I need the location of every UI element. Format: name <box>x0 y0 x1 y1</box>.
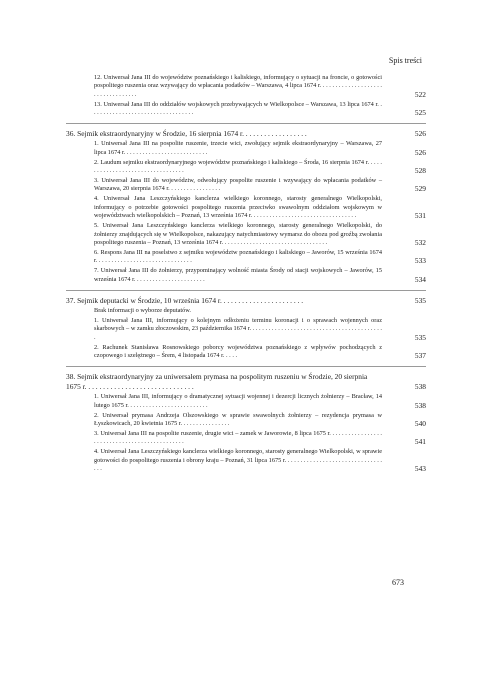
toc-entry-text: 2. Uniwersał prymasa Andrzeja Olszowskiego w sprawie swawolnych żołnierzy – rezydencja prymasa w Łyszkowicach, 20 kwietnia 1675 r. . . . . . . . . . . . . . . . <box>94 411 382 427</box>
toc-page-number: 537 <box>414 351 426 361</box>
toc-page-number: 522 <box>414 89 426 99</box>
toc-entry-text: 4. Uniwersał Jana Leszczyńskiego kanclerza wielkiego koronnego, starosty generalnego Wielkopolski, w sprawie gotowości do pospolitego ruszenia i obrony kraju – Poznań, 31 lipca 1675 r. . . . . . . . . . . . . . . . . . . . . . . . . . . . . . . . . . <box>94 448 382 473</box>
toc-entry-text: 6. Respons Jana III na poselstwo z sejmiku województw poznańskiego i kaliskiego – Jaworów, 15 września 1674 r. . . . . . . . . . . . . . . . . . . . . . . . . . . . . . . <box>94 249 382 265</box>
running-head: Spis treści <box>388 56 422 65</box>
toc-page-number: 531 <box>414 211 426 221</box>
section-page-number: 535 <box>414 295 426 305</box>
toc-entry-text: 13. Uniwersał Jana III do oddziałów wojskowych przebywających w Wielkopolsce – Warszawa, 13 lipca 1674 r. . . . . . . . . . . . . . . . . . . . . . . . . . . . . . . . . . <box>94 100 382 117</box>
toc-page-number: 533 <box>414 256 426 266</box>
toc-entry <box>66 74 426 99</box>
toc-page-number: 543 <box>414 464 426 474</box>
toc-page-number: 526 <box>414 147 426 157</box>
section-title <box>66 296 426 306</box>
section-title-text: 37. Sejmik deputacki w Środzie, 10 września 1674 r. . . . . . . . . . . . . . . . . . . . . . . <box>66 295 304 305</box>
page-number: 673 <box>392 578 404 587</box>
section-title <box>66 372 426 392</box>
toc-entry <box>66 140 426 157</box>
toc-entry-text: 2. Laudum sejmiku ekstraordynaryjnego województw poznańskiego i kaliskiego – Środa, 16 sierpnia 1674 r. . . . . . . . . . . . . . . . . . . . . . . . . . . . . . . . . . <box>94 158 382 175</box>
section-title-text: 36. Sejmik ekstraordynaryjny w Środzie, 16 sierpnia 1674 r. . . . . . . . . . . . . . . . . . <box>66 129 307 139</box>
toc-entry-text: 4. Uniwersał Jana Leszczyńskiego kanclerza wielkiego koronnego, starosty generalnego Wielkopolski, informujący o potrzebie gotowości pospolitego ruszenia przeciwko swawolnym oddziałom wojskowym w województwach wielkopolskich – Poznań, 13 września 1674 r. . . . . . . . . . . . . . . . . . . . . . . . . . . . . . . . . . <box>94 195 382 220</box>
toc-section-continued <box>66 74 426 123</box>
toc-page-number: 540 <box>414 418 426 428</box>
toc-section-38 <box>66 366 426 479</box>
toc-entry <box>66 267 426 284</box>
toc-entry-text: 3. Uniwersał Jana III do województw, odwołujący pospolite ruszenie i wzywający do wpłacania podatków – Warszawa, 20 sierpnia 1674 r. . . . . . . . . . . . . . . . . <box>94 177 382 193</box>
toc-entry <box>66 412 426 429</box>
toc-entry-text: 3. Uniwersał Jana III na pospolite ruszenie, drugie wici – zamek w Jaworowie, 8 lipca 1675 r. . . . . . . . . . . . . . . . . . . . . . . . . . . . . . . . . . . . . . . . . . . . . . <box>94 429 382 446</box>
toc-entry-text: 7. Uniwersał Jana III do żołnierzy, przypominający wolność miasta Środy od stacji wojskowych – Jaworów, 15 września 1674 r. . . . . . . . . . . . . . . . . . . . . . . <box>94 267 382 283</box>
section-title <box>66 129 426 139</box>
toc-page-number: 525 <box>414 108 426 118</box>
toc-section-37 <box>66 290 426 366</box>
toc-entry <box>66 222 426 247</box>
toc-entry <box>66 448 426 473</box>
toc-entry <box>66 101 426 118</box>
toc-entry <box>66 195 426 220</box>
section-page-number: 526 <box>414 129 426 139</box>
toc-entry-text: 2. Rachunek Stanisława Rosnowskiego poborcy województwa poznańskiego z wpływów pochodzących z czopowego i szelężnego – Śrem, 4 listopada 1674 r. . . . . <box>94 343 382 360</box>
toc-page-number: 532 <box>414 238 426 248</box>
toc-entry <box>66 249 426 266</box>
toc-entry <box>66 177 426 194</box>
section-title-text: 38. Sejmik ekstraordynaryjny za uniwersałem prymasa na pospolitym ruszeniu w Środzie, 20 sierpnia 1675 r. . . . . . . . . . . . . . . . . . . . . . . . . . . . . . <box>66 372 368 392</box>
toc-entry <box>66 344 426 361</box>
toc-entry <box>66 159 426 176</box>
toc-page-number: 528 <box>414 166 426 176</box>
toc-page-number: 534 <box>414 274 426 284</box>
toc-entry <box>66 430 426 447</box>
toc-entry <box>66 317 426 342</box>
toc-entry-text: 1. Uniwersał Jana III, informujący o kolejnym odłożeniu terminu koronacji i o sprawach wojennych oraz skarbowych – w zamku złoczowskim, 23 października 1674 r. . . . . . . . . . . . . . . . . . . . . . . . . . . . . . . . . . . . . . . . . . . <box>94 316 382 341</box>
toc-page-number: 541 <box>414 437 426 447</box>
section-note: Brak informacji o wyborze deputatów. <box>94 306 191 314</box>
toc-entry-text: 5. Uniwersał Jana Leszczyńskiego kanclerza wielkiego koronnego, starosty generalnego Wielkopolski, do żołnierzy znajdujących się w Wielkopolsce, nakazujący natychmiastowy wymarsz do obozu pod groźbą zwołania pospolitego ruszenia – Poznań, 13 września 1674 r. . . . . . . . . . . . . . . . . . . . . . . . . . . . . . . . . . <box>94 222 382 247</box>
toc-entry <box>66 393 426 410</box>
toc-page-number: 535 <box>414 332 426 342</box>
section-page-number: 538 <box>414 382 426 392</box>
table-of-contents <box>66 74 426 479</box>
toc-entry-text: 12. Uniwersał Jana III do województw poznańskiego i kaliskiego, informujący o sytuacji na froncie, o gotowości pospolitego ruszenia oraz wzywający do wpłacania podatków – Warszawa, 4 lipca 1674 r. . . . . . . . . . . . . . . . . . . . . . . . . . . . . . . . . . <box>94 74 382 98</box>
toc-page-number: 529 <box>414 184 426 194</box>
toc-entry-text: 1. Uniwersał Jana III na pospolite ruszenie, trzecie wici, zwołujący sejmik ekstraordynaryjny – Warszawa, 27 lipca 1674 r. . . . . . . . . . . . . . . . . . . . . . . . . . . <box>94 140 382 156</box>
toc-page-number: 538 <box>414 400 426 410</box>
toc-entry-text: 1. Uniwersał Jana III, informujący o dramatycznej sytuacji wojennej i dezercji licznych żołnierzy – Bracław, 14 lutego 1675 r. . . . . . . . . . . . . . . . . . . . . . . . . . <box>94 393 382 409</box>
toc-section-36 <box>66 123 426 290</box>
